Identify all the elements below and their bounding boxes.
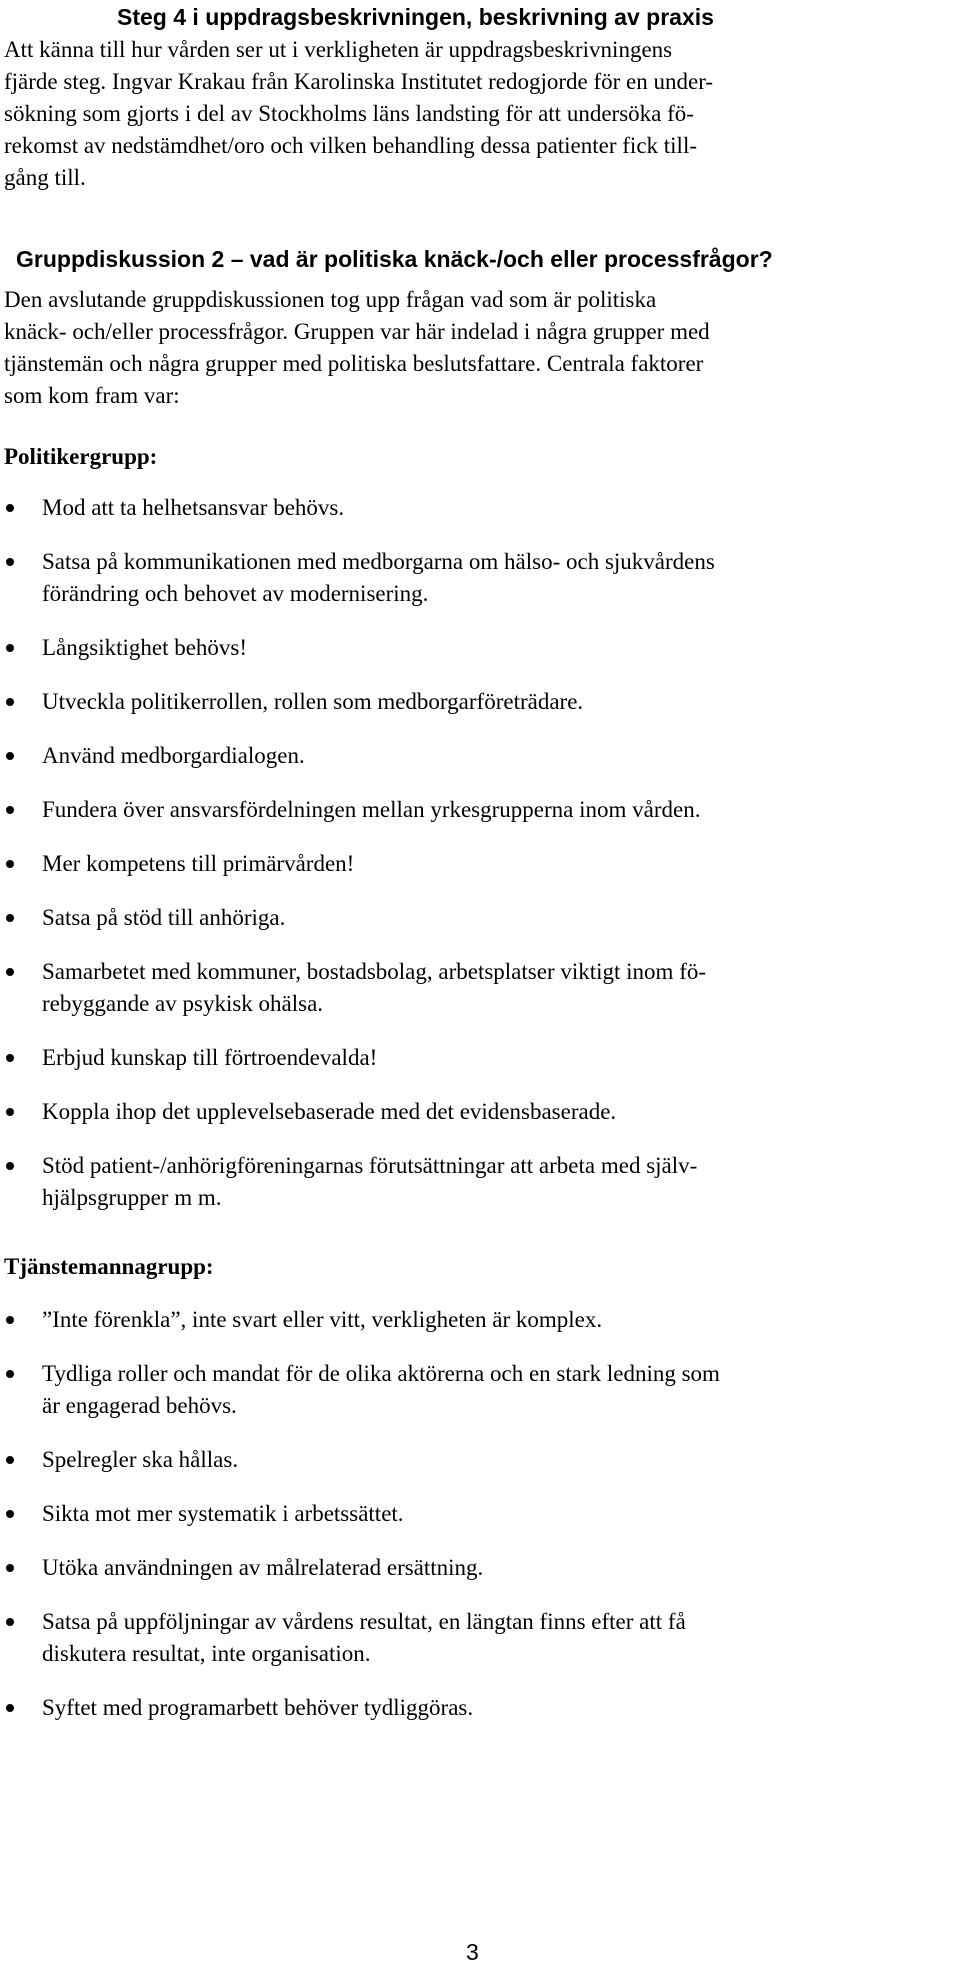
- bullet-icon: [6, 1510, 14, 1518]
- list-item: Utveckla politikerrollen, rollen som medborgarföreträdare.: [0, 686, 960, 740]
- page-number: 3: [466, 1939, 479, 1965]
- bullet-icon: [6, 1564, 14, 1572]
- politician-group-list: [0, 492, 960, 1226]
- list-item: Syftet med programarbett behöver tydliggöras.: [0, 1692, 960, 1746]
- list-item: Mer kompetens till primärvården!: [0, 848, 960, 902]
- list-item: Satsa på stöd till anhöriga.: [0, 902, 960, 956]
- list-item: Långsiktighet behövs!: [0, 632, 960, 686]
- bullet-icon: [6, 1370, 14, 1378]
- list-item: Tydliga roller och mandat för de olika aktörerna och en stark ledning som är engagerad behövs.: [0, 1358, 960, 1444]
- section-4-paragraph: [4, 34, 713, 194]
- bullet-icon: [6, 968, 14, 976]
- paragraph-line: fjärde steg. Ingvar Krakau från Karolinska Institutet redogjorde för en under-: [4, 69, 714, 94]
- bullet-icon: [6, 860, 14, 868]
- list-item: Koppla ihop det upplevelsebaserade med det evidensbaserade.: [0, 1096, 960, 1150]
- list-item: Utöka användningen av målrelaterad ersättning.: [0, 1552, 960, 1606]
- list-item: Satsa på uppföljningar av vårdens resultat, en längtan finns efter att få diskutera resultat, inte organisation.: [0, 1606, 960, 1692]
- list-item: Spelregler ska hållas.: [0, 1444, 960, 1498]
- discussion-2-paragraph: [4, 284, 710, 412]
- paragraph-line: som kom fram var:: [4, 383, 180, 408]
- bullet-icon: [6, 698, 14, 706]
- bullet-icon: [6, 1618, 14, 1626]
- list-item: Fundera över ansvarsfördelningen mellan yrkesgrupperna inom vården.: [0, 794, 960, 848]
- paragraph-line: rekomst av nedstämdhet/oro och vilken behandling dessa patienter fick till-: [4, 133, 697, 158]
- list-item: ”Inte förenkla”, inte svart eller vitt, verkligheten är komplex.: [0, 1304, 960, 1358]
- list-item: Sikta mot mer systematik i arbetssättet.: [0, 1498, 960, 1552]
- paragraph-line: Att känna till hur vården ser ut i verkligheten är uppdragsbeskrivningens: [4, 37, 673, 62]
- bullet-icon: [6, 752, 14, 760]
- bullet-icon: [6, 1316, 14, 1324]
- bullet-icon: [6, 558, 14, 566]
- paragraph-line: gång till.: [4, 165, 86, 190]
- paragraph-line: Den avslutande gruppdiskussionen tog upp frågan vad som är politiska: [4, 287, 657, 312]
- list-item: Satsa på kommunikationen med medborgarna om hälso- och sjukvårdens förändring och behovet av modernisering.: [0, 546, 960, 632]
- bullet-icon: [6, 504, 14, 512]
- bullet-icon: [6, 806, 14, 814]
- paragraph-line: knäck- och/eller processfrågor. Gruppen var här indelad i några grupper med: [4, 319, 710, 344]
- section-4-heading: Steg 4 i uppdragsbeskrivningen, beskrivning av praxis: [117, 4, 714, 30]
- paragraph-line: sökning som gjorts i del av Stockholms läns landsting för att undersöka fö-: [4, 101, 694, 126]
- list-item: Använd medborgardialogen.: [0, 740, 960, 794]
- bullet-icon: [6, 1054, 14, 1062]
- bullet-icon: [6, 1162, 14, 1170]
- politician-group-title: Politikergrupp:: [4, 444, 158, 469]
- paragraph-line: tjänstemän och några grupper med politiska beslutsfattare. Centrala faktorer: [4, 351, 704, 376]
- list-item: Samarbetet med kommuner, bostadsbolag, arbetsplatser viktigt inom fö- rebyggande av psykisk ohälsa.: [0, 956, 960, 1042]
- official-group-title: Tjänstemannagrupp:: [4, 1254, 214, 1279]
- bullet-icon: [6, 1704, 14, 1712]
- list-item: Erbjud kunskap till förtroendevalda!: [0, 1042, 960, 1096]
- list-item: Stöd patient-/anhörigföreningarnas förutsättningar att arbeta med själv- hjälpsgrupper m m.: [0, 1150, 960, 1226]
- official-group-list: [0, 1304, 960, 1746]
- bullet-icon: [6, 914, 14, 922]
- list-item: Mod att ta helhetsansvar behövs.: [0, 492, 960, 546]
- bullet-icon: [6, 644, 14, 652]
- bullet-icon: [6, 1456, 14, 1464]
- bullet-icon: [6, 1108, 14, 1116]
- discussion-2-heading: Gruppdiskussion 2 – vad är politiska knäck-/och eller processfrågor?: [16, 246, 773, 272]
